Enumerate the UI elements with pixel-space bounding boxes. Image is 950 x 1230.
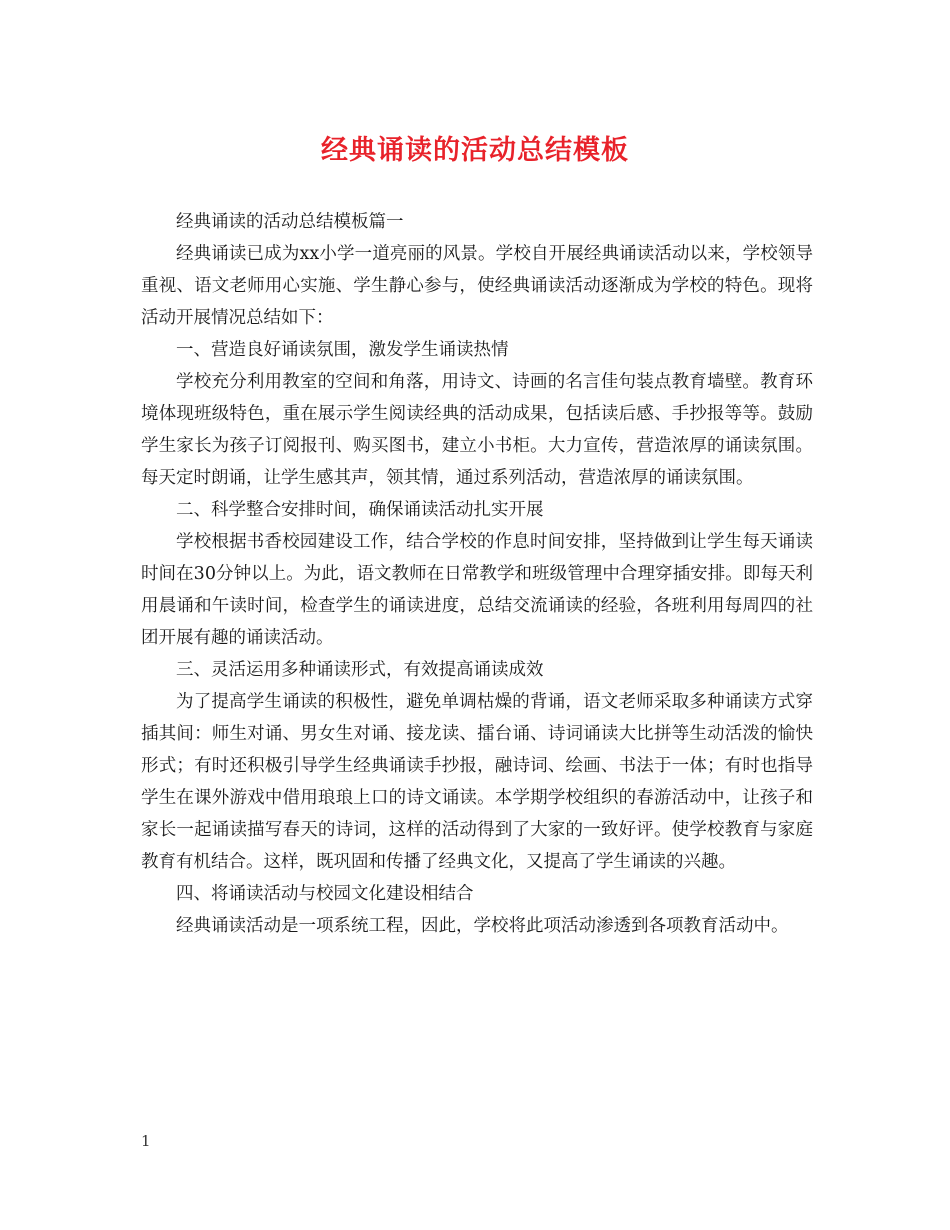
paragraph-section-2: 学校根据书香校园建设工作，结合学校的作息时间安排，坚持做到让学生每天诵读时间在30分钟以上。为此，语文教师在日常教学和班级管理中合理穿插安排。即每天利用晨诵和午读时间，检查学生的诵读进度，总结交流诵读的经验，各班利用每周四的社团开展有趣的诵读活动。 xyxy=(141,532,813,648)
section-heading-4: 四、将诵读活动与校园文化建设相结合 xyxy=(176,884,474,904)
section-heading-3: 三、灵活运用多种诵读形式，有效提高诵读成效 xyxy=(176,660,544,680)
document-body xyxy=(141,206,813,942)
paragraph-section-1: 学校充分利用教室的空间和角落，用诗文、诗画的名言佳句装点教育墙壁。教育环境体现班级特色，重在展示学生阅读经典的活动成果，包括读后感、手抄报等等。鼓励学生家长为孩子订阅报刊、购买图书，建立小书柜。大力宣传，营造浓厚的诵读氛围。每天定时朗诵，让学生感其声，领其情，通过系列活动，营造浓厚的诵读氛围。 xyxy=(141,372,813,488)
paragraph-subtitle: 经典诵读的活动总结模板篇一 xyxy=(176,212,404,232)
section-heading-1: 一、营造良好诵读氛围，激发学生诵读热情 xyxy=(176,340,509,360)
paragraph-section-3: 为了提高学生诵读的积极性，避免单调枯燥的背诵，语文老师采取多种诵读方式穿插其间：师生对诵、男女生对诵、接龙读、擂台诵、诗词诵读大比拼等生动活泼的愉快形式；有时还积极引导学生经典诵读手抄报，融诗词、绘画、书法于一体；有时也指导学生在课外游戏中借用琅琅上口的诗文诵读。本学期学校组织的春游活动中，让孩子和家长一起诵读描写春天的诗词，这样的活动得到了大家的一致好评。使学校教育与家庭教育有机结合。这样，既巩固和传播了经典文化，又提高了学生诵读的兴趣。 xyxy=(141,692,813,872)
document-title: 经典诵读的活动总结模板 xyxy=(321,135,629,166)
section-heading-2: 二、科学整合安排时间，确保诵读活动扎实开展 xyxy=(176,500,544,520)
page-number: 1 xyxy=(141,1132,151,1150)
paragraph-section-4: 经典诵读活动是一项系统工程，因此，学校将此项活动渗透到各项教育活动中。 xyxy=(176,916,789,936)
paragraph-intro: 经典诵读已成为xx小学一道亮丽的风景。学校自开展经典诵读活动以来，学校领导重视、语文老师用心实施、学生静心参与，使经典诵读活动逐渐成为学校的特色。现将活动开展情况总结如下： xyxy=(141,244,813,328)
